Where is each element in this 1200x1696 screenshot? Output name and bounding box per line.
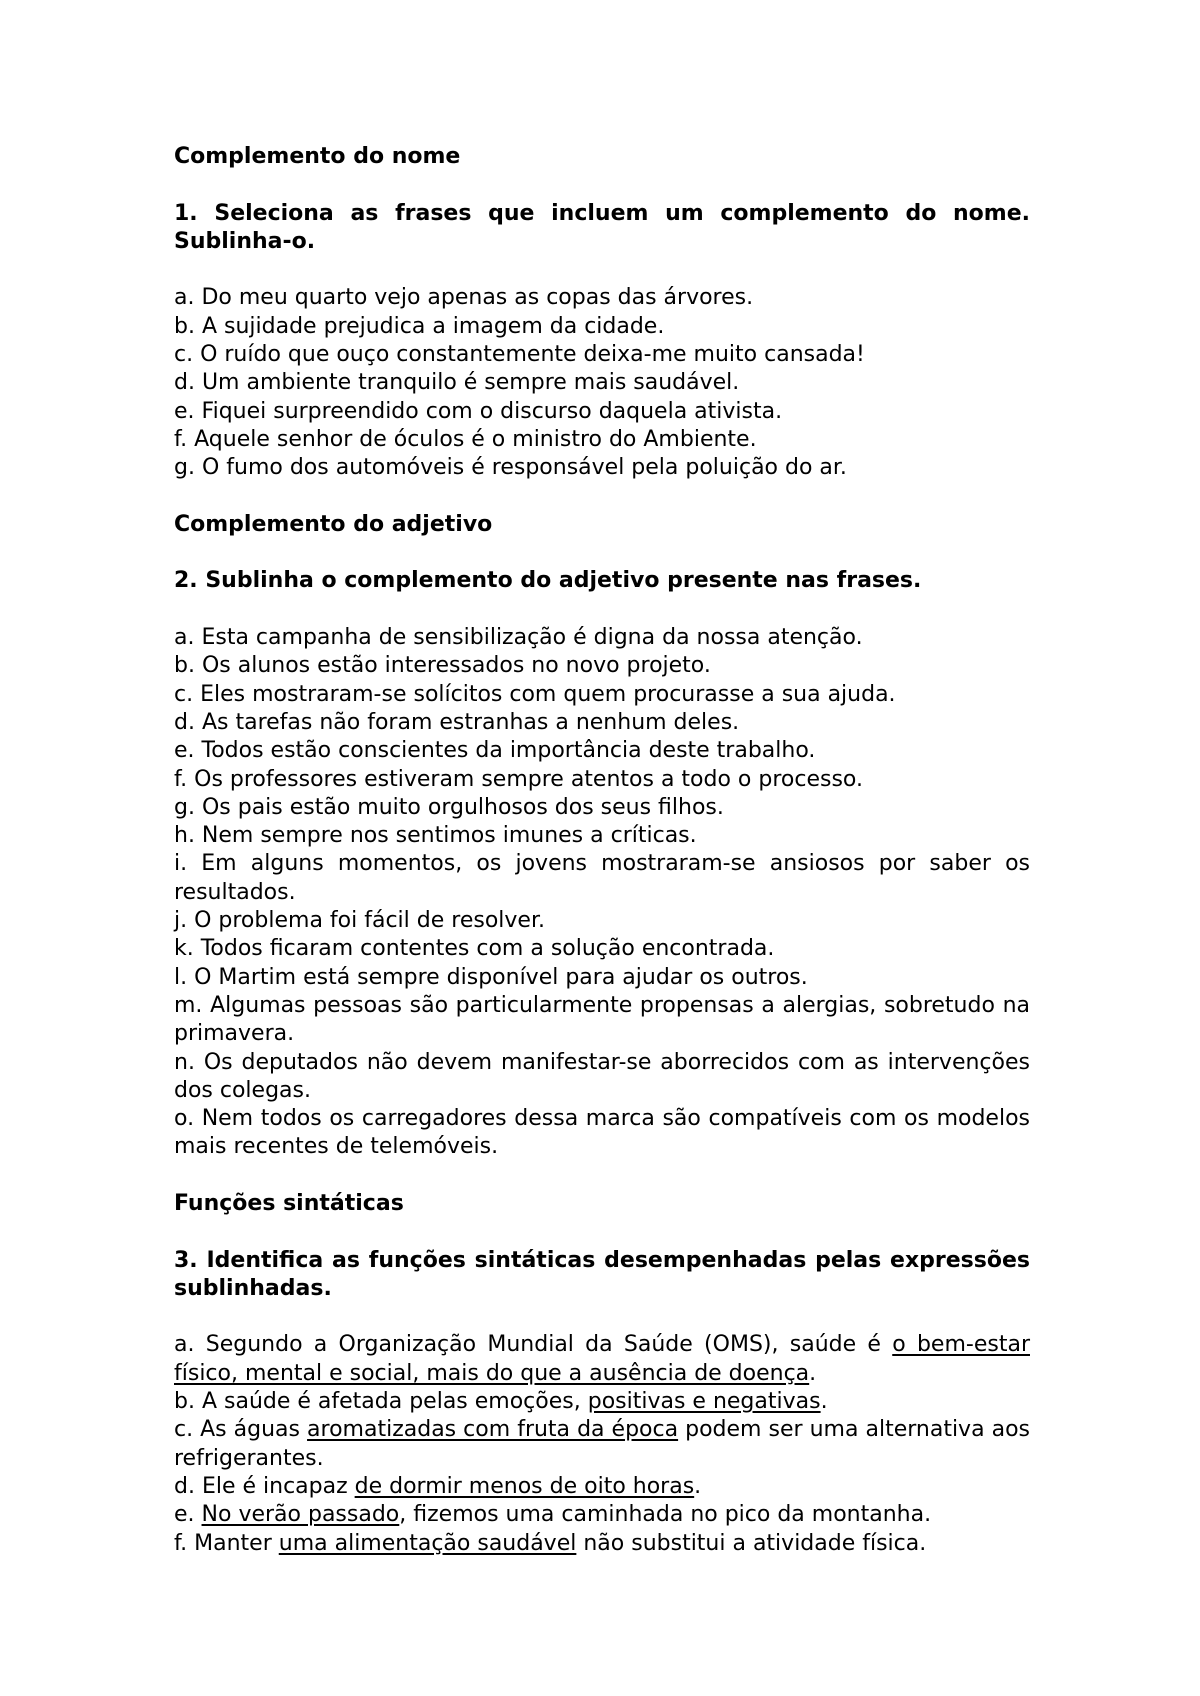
section1-item-d: d. Um ambiente tranquilo é sempre mais saudável. xyxy=(174,370,740,396)
section2-item-l: l. O Martim está sempre disponível para ajudar os outros. xyxy=(174,964,808,990)
underlined-expression: o bem-estar físico, mental e social, mais do que a ausência de doença xyxy=(174,1332,1030,1386)
section1-item-b: b. A sujidade prejudica a imagem da cidade. xyxy=(174,313,665,339)
section1-heading: Complemento do nome xyxy=(174,144,461,169)
section3-item-d: d. Ele é incapaz de dormir menos de oito horas. xyxy=(174,1473,702,1499)
section2-question: 2. Sublinha o complemento do adjetivo presente nas frases. xyxy=(174,568,922,594)
section1-item-e: e. Fiquei surpreendido com o discurso daquela ativista. xyxy=(174,398,783,424)
section2-item-o: o. Nem todos os carregadores dessa marca são compatíveis com os modelos mais recentes de telemóveis. xyxy=(174,1106,1030,1160)
underlined-expression: No verão passado xyxy=(201,1502,400,1528)
section1-item-g: g. O fumo dos automóveis é responsável pela poluição do ar. xyxy=(174,455,847,481)
section2-item-b: b. Os alunos estão interessados no novo projeto. xyxy=(174,653,711,679)
worksheet xyxy=(174,143,1030,1558)
underlined-expression: de dormir menos de oito horas xyxy=(354,1473,695,1499)
section3-heading: Funções sintáticas xyxy=(174,1190,404,1216)
section2-item-k: k. Todos ficaram contentes com a solução encontrada. xyxy=(174,936,775,962)
underlined-expression: uma alimentação saudável xyxy=(278,1530,577,1556)
section3-question: 3. Identifica as funções sintáticas desempenhadas pelas expressões sublinhadas. xyxy=(174,1247,1030,1301)
section2-item-d: d. As tarefas não foram estranhas a nenhum deles. xyxy=(174,709,740,735)
section3-item-a: a. Segundo a Organização Mundial da Saúde (OMS), saúde é o bem-estar físico, mental e social, mais do que a ausência de doença. xyxy=(174,1332,1030,1386)
section2-item-j: j. O problema foi fácil de resolver. xyxy=(174,908,545,934)
section3-item-c: c. As águas aromatizadas com fruta da época podem ser uma alternativa aos refrigerantes. xyxy=(174,1417,1031,1471)
section1-question: 1. Seleciona as frases que incluem um complemento do nome. Sublinha-o. xyxy=(174,200,1030,254)
underlined-expression: aromatizadas com fruta da época xyxy=(307,1417,679,1443)
section1-item-c: c. O ruído que ouço constantemente deixa-me muito cansada! xyxy=(174,342,865,368)
section1-item-f: f. Aquele senhor de óculos é o ministro do Ambiente. xyxy=(174,426,757,452)
section2-heading: Complemento do adjetivo xyxy=(174,511,493,537)
section2-item-g: g. Os pais estão muito orgulhosos dos seus filhos. xyxy=(174,794,724,820)
section2-item-c: c. Eles mostraram-se solícitos com quem procurasse a sua ajuda. xyxy=(174,681,896,707)
section2-item-e: e. Todos estão conscientes da importância deste trabalho. xyxy=(174,738,816,764)
section2-item-a: a. Esta campanha de sensibilização é digna da nossa atenção. xyxy=(174,625,863,651)
section3-item-b: b. A saúde é afetada pelas emoções, positivas e negativas. xyxy=(174,1389,828,1415)
section2-item-m: m. Algumas pessoas são particularmente propensas a alergias, sobretudo na primavera. xyxy=(174,992,1030,1047)
section3-item-e: e. No verão passado, fizemos uma caminhada no pico da montanha. xyxy=(174,1502,932,1528)
section2-item-i: i. Em alguns momentos, os jovens mostraram-se ansiosos por saber os resultados. xyxy=(174,851,1030,905)
section2-item-n: n. Os deputados não devem manifestar-se aborrecidos com as intervenções dos colegas. xyxy=(174,1049,1030,1103)
section2-item-h: h. Nem sempre nos sentimos imunes a críticas. xyxy=(174,823,697,849)
underlined-expression: positivas e negativas xyxy=(587,1389,821,1415)
section3-item-f: f. Manter uma alimentação saudável não substitui a atividade física. xyxy=(174,1530,927,1556)
section1-item-a: a. Do meu quarto vejo apenas as copas das árvores. xyxy=(174,285,754,311)
section2-item-f: f. Os professores estiveram sempre atentos a todo o processo. xyxy=(174,766,863,792)
